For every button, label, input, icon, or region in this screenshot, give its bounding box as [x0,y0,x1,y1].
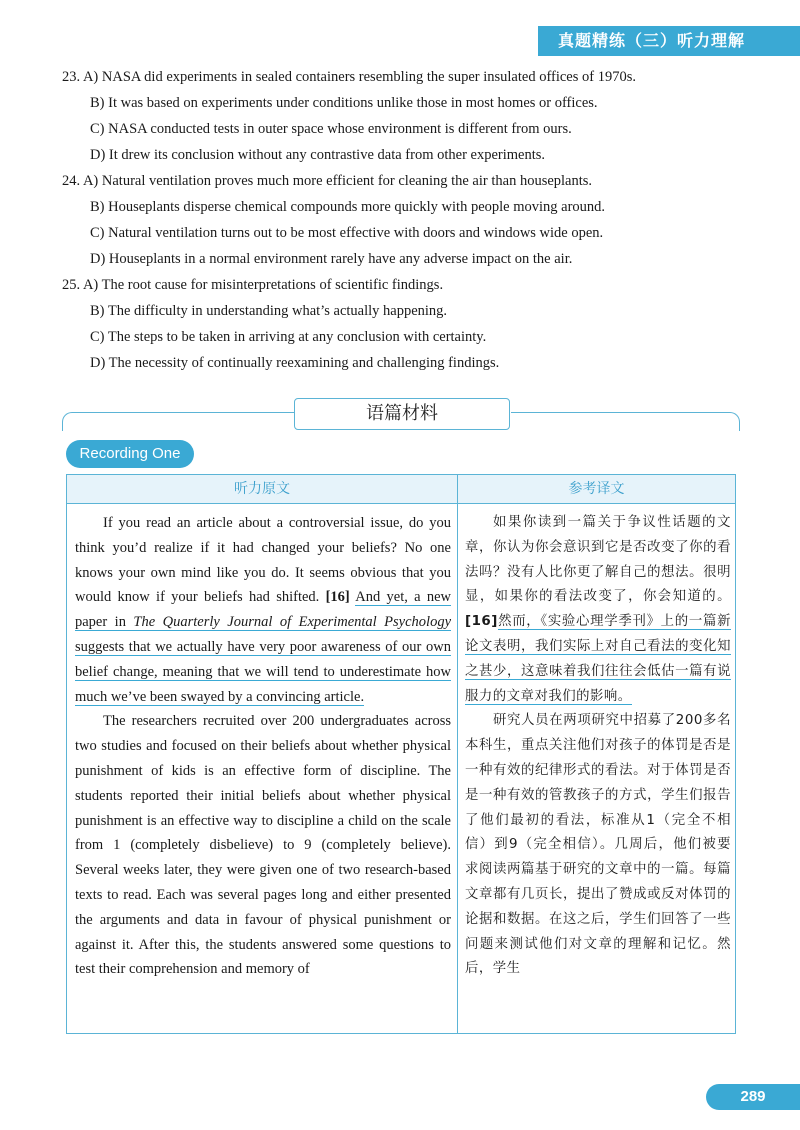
column-divider [457,475,458,1033]
question-24-option-a: 24. A) Natural ventilation proves much more efficient for cleaning the air than houseplants. [62,173,593,189]
question-list [62,64,762,376]
question-24-option-d: D) Houseplants in a normal environment rarely have any adverse impact on the air. [90,251,573,267]
english-paragraph-2: The researchers recruited over 200 undergraduates across two studies and focused on their beliefs about whether physical punishment of kids is an effective form of discipline. The students reported their initial beliefs about whether physical punishment is an effective way to discipline a child on the scale from 1 (completely disbelieve) to 9 (completely believe). Several weeks later, they were given one of two research-based texts to read. Each was several pages long and either presented the arguments and data in favour of physical punishment or against it. After this, the students answered some questions to test their comprehension and memory of [75,713,451,978]
question-25-option-d: D) The necessity of continually reexamining and challenging findings. [90,355,500,371]
section-rule-left [62,412,301,431]
section-heading [62,398,740,432]
question-23-option-a: 23. A) NASA did experiments in sealed containers resembling the super insulated offices of 1970s. [62,69,636,85]
question-23-option-b: B) It was based on experiments under conditions unlike those in most homes or offices. [90,95,598,111]
section-rule-right [511,412,740,431]
chapter-header: 真题精练（三）听力理解 [538,26,800,56]
question-25 [62,272,762,376]
question-marker-16-zh: [16] [465,614,498,630]
chinese-paragraph-1: 如果你读到一篇关于争议性话题的文章，你认为你会意识到它是否改变了你的看法吗？没有人比你更了解自己的想法。很明显，如果你的看法改变了，你会知道的。[16]然而，《实验心理学季刊》上的一篇新论文表明，我们实际上对自己看法的变化知之甚少，这意味着我们往往会低估一篇有说服力的文章对我们的影响。 [465,515,731,704]
chinese-paragraph-2: 研究人员在两项研究中招募了200多名本科生，重点关注他们对孩子的体罚是否是一种有效的纪律形式的看法。对于体罚是否是一种有效的管教孩子的方式，学生们报告了他们最初的看法，标准从1（完全不相信）到9（完全相信）。几周后，他们被要求阅读两篇基于研究的文章中的一篇。每篇文章都有几页长，提出了赞成或反对体罚的论据和数据。在这之后，学生们回答了一些问题来测试他们对文章的理解和记忆。然后，学生 [465,713,731,977]
question-25-option-a: 25. A) The root cause for misinterpretations of scientific findings. [62,277,444,293]
english-transcript [75,511,451,982]
question-marker-16: [16] [325,589,350,606]
key-sentence-zh: 然而，《实验心理学季刊》上的一篇新论文表明，我们实际上对自己看法的变化知之甚少，这意味着我们往往会低估一篇有说服力的文章对我们的影响。 [465,614,731,704]
question-24 [62,168,762,272]
chinese-translation [465,511,731,982]
key-sentence-en: And yet, a new paper in The Quarterly Journal of Experimental Psychology suggests that we actually have very poor awareness of our own belief change, meaning that we will tend to underestimate how much we’ve been swayed by a convincing article. [75,589,452,705]
question-23 [62,64,762,168]
english-paragraph-1: If you read an article about a controversial issue, do you think you’d realize if it had changed your beliefs? No one knows your own mind like you do. It seems obvious that you would know if your beliefs had shifted. [16] And yet, a new paper in The Quarterly Journal of Experimental Psychology suggests that we actually have very poor awareness of our own belief change, meaning that we will tend to underestimate how much we’ve been swayed by a convincing article. [75,515,452,705]
transcript-header-original: 听力原文 [67,475,457,504]
question-23-option-d: D) It drew its conclusion without any contrastive data from other experiments. [90,147,546,163]
question-23-option-c: C) NASA conducted tests in outer space whose environment is different from ours. [90,121,572,137]
question-25-option-b: B) The difficulty in understanding what’s actually happening. [90,303,448,319]
question-24-option-c: C) Natural ventilation turns out to be most effective with doors and windows wide open. [90,225,604,241]
page-number: 289 [706,1084,800,1110]
transcript-header-translation: 参考译文 [457,475,735,504]
transcript-table [66,474,736,1034]
section-title: 语篇材料 [294,398,510,430]
recording-label: Recording One [66,440,194,468]
question-24-option-b: B) Houseplants disperse chemical compounds more quickly with people moving around. [90,199,606,215]
journal-title: The Quarterly Journal of Experimental Psychology [133,614,452,631]
question-25-option-c: C) The steps to be taken in arriving at any conclusion with certainty. [90,329,487,345]
